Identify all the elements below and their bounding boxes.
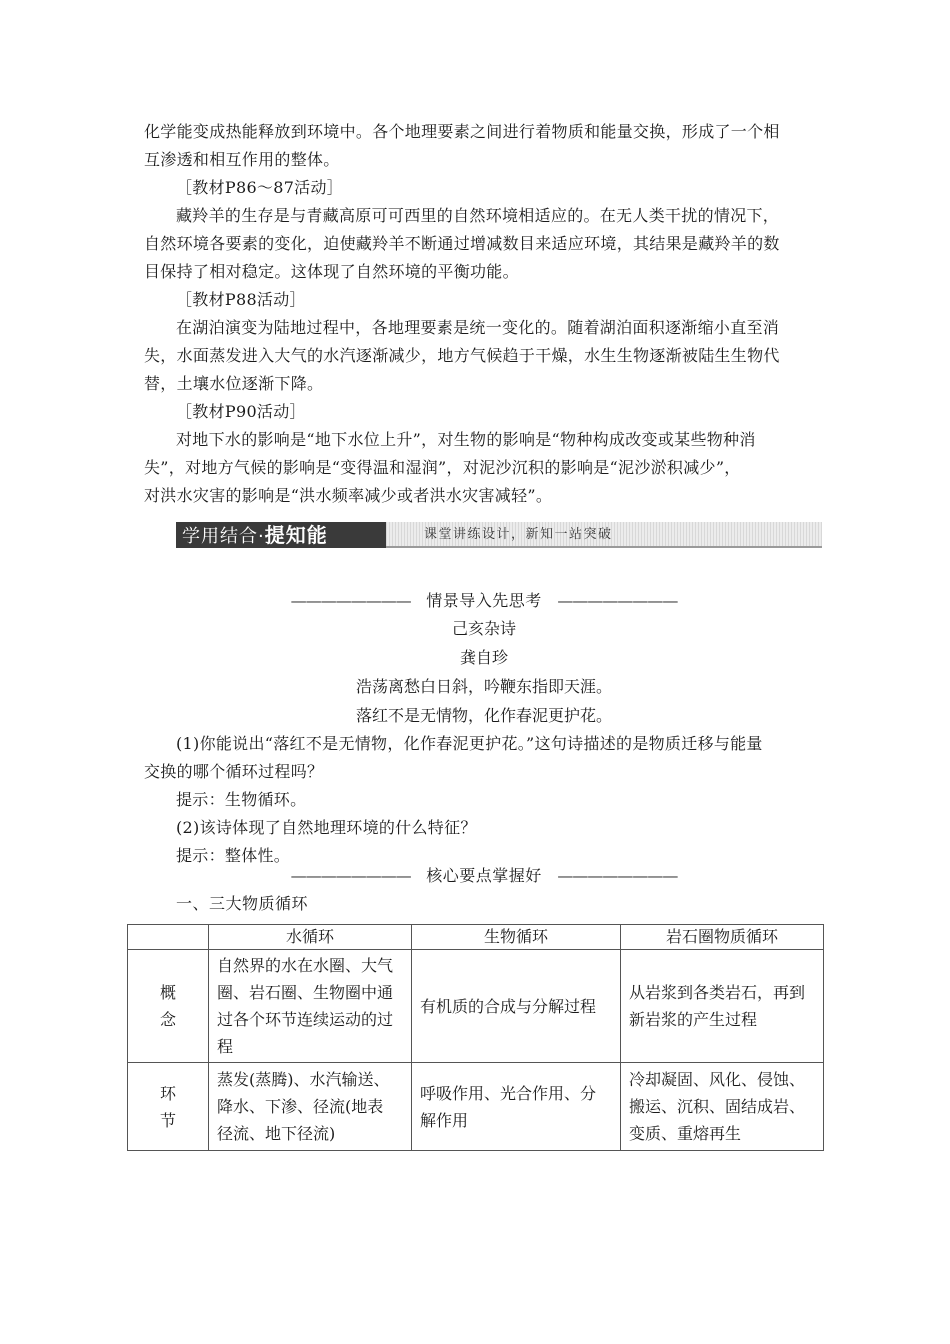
core-subheading: 一、三大物质循环 — [176, 894, 309, 913]
document-body — [144, 118, 824, 510]
cell-line: 有机质的合成与分解过程 — [420, 996, 597, 1016]
paragraph-line: 对洪水灾害的影响是“洪水频率减少或者洪水灾害减轻”。 — [144, 486, 553, 505]
banner-subtitle: 课堂讲练设计，新知一站突破 — [424, 527, 613, 542]
table-cell — [621, 950, 824, 1063]
paragraph-line: 目保持了相对稳定。这体现了自然环境的平衡功能。 — [144, 262, 519, 281]
paragraph-line: 在湖泊演变为陆地过程中，各地理要素是统一变化的。随着湖泊面积逐渐缩小直至消 — [176, 318, 780, 337]
row-label — [128, 1063, 209, 1151]
cell-line: 新岩浆的产生过程 — [629, 1010, 758, 1029]
intro-line: 互渗透和相互作用的整体。 — [144, 150, 340, 169]
answer-hint: 提示：整体性。 — [176, 846, 291, 865]
question-line: 交换的哪个循环过程吗？ — [144, 762, 324, 781]
cell-line: 自然界的水在水圈、大气 — [217, 956, 394, 975]
core-heading — [144, 863, 824, 889]
paragraph-line: 失，水面蒸发进入大气的水汽逐渐减少，地方气候趋于干燥，水生生物逐渐被陆生生物代 — [144, 346, 780, 365]
banner-title-prefix: 学用结合· — [182, 526, 265, 547]
cell-line: 径流、地下径流) — [217, 1124, 336, 1143]
table-header-cell: 生物循环 — [412, 925, 621, 950]
cell-line: 冷却凝固、风化、侵蚀、 — [629, 1070, 806, 1089]
paragraph-line: 自然环境各要素的变化，迫使藏羚羊不断通过增减数目来适应环境，其结果是藏羚羊的数 — [144, 234, 780, 253]
scenario-content — [144, 614, 824, 870]
row-label-char: 念 — [159, 1010, 176, 1029]
table-cell — [412, 950, 621, 1063]
textbook-reference: ［教材P86～87活动］ — [176, 178, 344, 197]
cell-line: 蒸发(蒸腾)、水汽输送、 — [217, 1070, 390, 1089]
textbook-reference: ［教材P88活动］ — [176, 290, 306, 309]
paragraph-line: 藏羚羊的生存是与青藏高原可可西里的自然环境相适应的。在无人类干扰的情况下， — [176, 206, 780, 225]
cell-line: 从岩浆到各类岩石，再到 — [629, 983, 806, 1002]
scenario-heading — [144, 588, 824, 614]
paragraph-line: 失”，对地方气候的影响是“变得温和湿润”，对泥沙沉积的影响是“泥沙淤积减少”， — [144, 458, 741, 477]
paragraph-line: 对地下水的影响是“地下水位上升”，对生物的影响是“物种构成改变或某些物种消 — [176, 430, 756, 449]
heading-rule-right: ———————— — [557, 591, 678, 610]
table-cell — [412, 1063, 621, 1151]
poem-line: 落红不是无情物，化作春泥更护花。 — [355, 706, 612, 725]
cell-line: 呼吸作用、光合作用、分 — [420, 1083, 597, 1103]
table-header-cell — [128, 925, 209, 950]
material-cycle-table — [127, 924, 824, 1151]
row-label — [128, 950, 209, 1063]
row-label-char: 节 — [159, 1110, 176, 1130]
heading-rule-right: ———————— — [557, 866, 678, 885]
banner-title — [176, 522, 386, 548]
textbook-reference: ［教材P90活动］ — [176, 402, 306, 421]
row-label-char: 概 — [159, 983, 176, 1002]
table-cell — [209, 1063, 412, 1151]
table-header-row — [128, 925, 824, 950]
cell-line: 过各个环节连续运动的过 — [217, 1010, 394, 1029]
heading-rule-left: ———————— — [290, 591, 411, 610]
table-header-cell: 岩石圈物质循环 — [621, 925, 824, 950]
heading-rule-left: ———————— — [290, 866, 411, 885]
table-row — [128, 950, 824, 1063]
row-label-char: 环 — [159, 1083, 176, 1103]
scenario-heading-text: 情景导入先思考 — [426, 591, 542, 610]
paragraph-line: 替，土壤水位逐渐下降。 — [144, 374, 324, 393]
poem-author: 龚自珍 — [459, 648, 508, 667]
intro-line: 化学能变成热能释放到环境中。各个地理要素之间进行着物质和能量交换，形成了一个相 — [144, 122, 780, 141]
table-row — [128, 1063, 824, 1151]
poem-title: 己亥杂诗 — [451, 619, 516, 638]
cell-line: 降水、下渗、径流(地表 — [217, 1097, 384, 1116]
poem-line: 浩荡离愁白日斜，吟鞭东指即天涯。 — [355, 677, 612, 696]
section-banner — [176, 522, 822, 548]
table-header-cell: 水循环 — [209, 925, 412, 950]
cell-line: 程 — [217, 1037, 234, 1056]
table-cell — [621, 1063, 824, 1151]
cell-line: 解作用 — [420, 1110, 469, 1130]
table-cell — [209, 950, 412, 1063]
question-line: (1)你能说出“落红不是无情物，化作春泥更护花。”这句诗描述的是物质迁移与能量 — [176, 734, 763, 753]
answer-hint: 提示：生物循环。 — [176, 790, 307, 809]
question-line: (2)该诗体现了自然地理环境的什么特征？ — [176, 818, 477, 837]
cell-line: 圈、岩石圈、生物圈中通 — [217, 983, 394, 1002]
cell-line: 搬运、沉积、固结成岩、 — [629, 1097, 806, 1116]
banner-title-strong: 提知能 — [264, 523, 328, 547]
core-heading-text: 核心要点掌握好 — [426, 866, 542, 885]
cell-line: 变质、重熔再生 — [629, 1124, 742, 1143]
